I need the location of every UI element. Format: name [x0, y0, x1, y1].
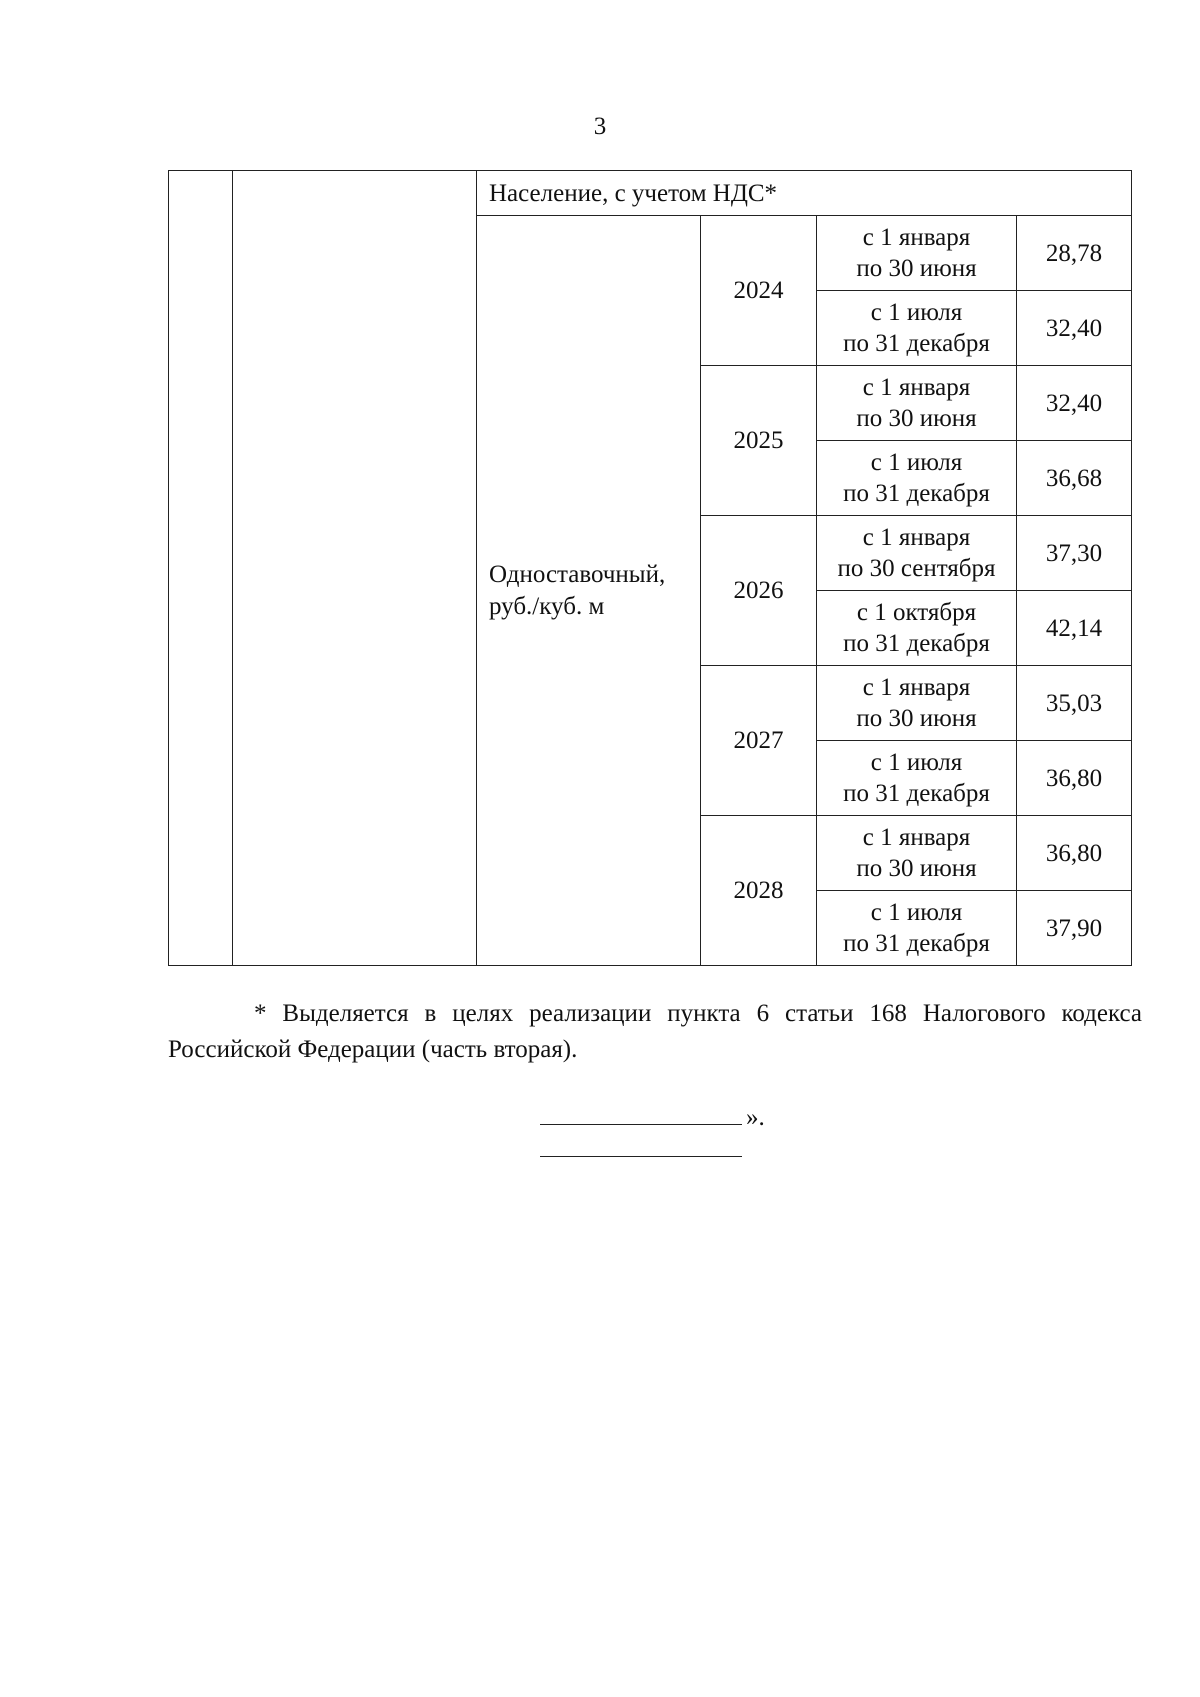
period-end: по 31 декабря — [843, 930, 990, 957]
period-start: с 1 января — [862, 674, 971, 701]
price-cell: 28,78 — [1017, 216, 1132, 291]
period-end: по 31 декабря — [843, 630, 990, 657]
footnote: * Выделяется в целях реализации пункта 6 статьи 168 Налогового кодекса Российской Федерации (часть вторая). — [168, 1000, 1142, 1063]
year-cell: 2024 — [701, 216, 817, 366]
period-cell — [817, 591, 1017, 666]
period-start: с 1 января — [862, 224, 971, 251]
year-cell: 2026 — [701, 516, 817, 666]
period-cell — [817, 441, 1017, 516]
price-cell: 36,80 — [1017, 816, 1132, 891]
signature-line — [540, 1098, 742, 1125]
period-start: с 1 января — [862, 824, 971, 851]
tariff-table-body — [169, 171, 1132, 966]
closing-quote: ». — [746, 1104, 765, 1131]
period-cell — [817, 216, 1017, 291]
period-end: по 30 июня — [856, 255, 977, 282]
period-end: по 30 сентября — [837, 555, 996, 582]
year-cell: 2028 — [701, 816, 817, 966]
period-start: с 1 июля — [870, 449, 963, 476]
period-start: с 1 октября — [856, 599, 977, 626]
tariff-type-line: Одноставочный, — [489, 560, 666, 588]
group-header: Население, с учетом НДС* — [477, 171, 1132, 216]
period-cell — [817, 366, 1017, 441]
period-end: по 30 июня — [856, 705, 977, 732]
period-cell — [817, 291, 1017, 366]
tariff-type-line: руб./куб. м — [489, 592, 605, 620]
price-cell: 32,40 — [1017, 366, 1132, 441]
closing-rule — [540, 1156, 742, 1157]
price-cell: 42,14 — [1017, 591, 1132, 666]
period-start: с 1 июля — [870, 899, 963, 926]
period-end: по 30 июня — [856, 855, 977, 882]
period-cell — [817, 816, 1017, 891]
period-cell — [817, 891, 1017, 966]
price-cell: 36,68 — [1017, 441, 1132, 516]
tariff-type-cell — [477, 216, 701, 966]
period-cell — [817, 516, 1017, 591]
price-cell: 37,90 — [1017, 891, 1132, 966]
period-start: с 1 июля — [870, 299, 963, 326]
period-cell — [817, 741, 1017, 816]
table-row-header — [169, 171, 1132, 216]
tariff-table — [168, 170, 1132, 966]
table-cell-name — [233, 171, 477, 966]
price-cell: 37,30 — [1017, 516, 1132, 591]
page-number: 3 — [593, 113, 607, 140]
period-start: с 1 января — [862, 374, 971, 401]
period-cell — [817, 666, 1017, 741]
price-cell: 32,40 — [1017, 291, 1132, 366]
closing-mark — [540, 1098, 765, 1132]
year-cell: 2025 — [701, 366, 817, 516]
period-start: с 1 июля — [870, 749, 963, 776]
period-end: по 31 декабря — [843, 780, 990, 807]
table-cell-number — [169, 171, 233, 966]
price-cell: 36,80 — [1017, 741, 1132, 816]
period-start: с 1 января — [862, 524, 971, 551]
year-cell: 2027 — [701, 666, 817, 816]
period-end: по 30 июня — [856, 405, 977, 432]
price-cell: 35,03 — [1017, 666, 1132, 741]
period-end: по 31 декабря — [843, 480, 990, 507]
period-end: по 31 декабря — [843, 330, 990, 357]
